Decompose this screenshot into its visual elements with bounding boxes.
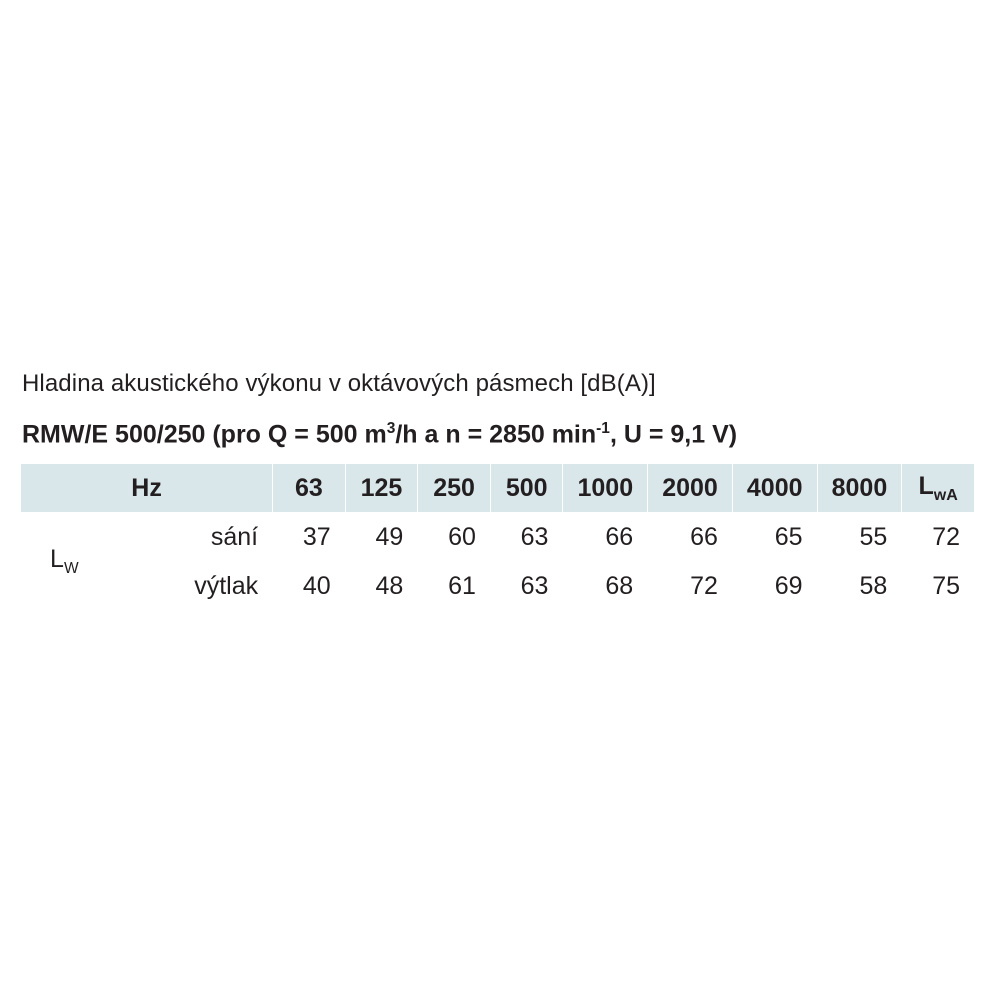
cell-sani-8000: 55 xyxy=(817,513,902,562)
cell-vytlak-63: 40 xyxy=(273,562,346,611)
cell-sani-63: 37 xyxy=(273,513,346,562)
subtitle-suffix: , U = 9,1 V) xyxy=(609,420,738,449)
table-row xyxy=(21,562,975,611)
cell-vytlak-2000: 72 xyxy=(648,562,733,611)
lw-main: L xyxy=(50,545,64,574)
cell-vytlak-lwa: 75 xyxy=(902,562,975,611)
cell-sani-lwa: 72 xyxy=(902,513,975,562)
cell-vytlak-8000: 58 xyxy=(817,562,902,611)
cell-sani-125: 49 xyxy=(345,513,418,562)
header-band-8000: 8000 xyxy=(817,464,902,513)
cell-vytlak-1000: 68 xyxy=(563,562,648,611)
subtitle-sup-cubic: 3 xyxy=(386,420,396,437)
lw-sub: W xyxy=(63,560,79,578)
cell-sani-1000: 66 xyxy=(563,513,648,562)
cell-sani-2000: 66 xyxy=(648,513,733,562)
header-lwa-main: L xyxy=(918,471,934,500)
header-lwa xyxy=(902,464,975,513)
subtitle-sup-inverse: -1 xyxy=(596,420,610,437)
header-band-250: 250 xyxy=(418,464,491,513)
subtitle-prefix: RMW/E 500/250 (pro Q = 500 m xyxy=(22,420,387,449)
header-band-125: 125 xyxy=(345,464,418,513)
table-row xyxy=(21,513,975,562)
cell-vytlak-125: 48 xyxy=(345,562,418,611)
header-lwa-sub: wA xyxy=(933,486,958,504)
header-band-500: 500 xyxy=(490,464,563,513)
row-label-sani: sání xyxy=(93,513,273,562)
cell-sani-250: 60 xyxy=(418,513,491,562)
subtitle-mid: /h a n = 2850 min xyxy=(395,420,597,449)
cell-vytlak-250: 61 xyxy=(418,562,491,611)
table-header-row xyxy=(21,464,975,513)
cell-vytlak-4000: 69 xyxy=(732,562,817,611)
cell-sani-500: 63 xyxy=(490,513,563,562)
header-band-4000: 4000 xyxy=(732,464,817,513)
row-group-label-lw xyxy=(21,513,94,611)
header-band-63: 63 xyxy=(273,464,346,513)
row-label-vytlak: výtlak xyxy=(93,562,273,611)
acoustic-data-sheet xyxy=(20,370,980,611)
cell-sani-4000: 65 xyxy=(732,513,817,562)
header-band-1000: 1000 xyxy=(563,464,648,513)
cell-vytlak-500: 63 xyxy=(490,562,563,611)
model-subtitle xyxy=(22,420,980,449)
header-band-2000: 2000 xyxy=(648,464,733,513)
header-hz: Hz xyxy=(21,464,273,513)
page-title: Hladina akustického výkonu v oktávových pásmech [dB(A)] xyxy=(22,370,656,397)
octave-band-table xyxy=(20,463,975,611)
